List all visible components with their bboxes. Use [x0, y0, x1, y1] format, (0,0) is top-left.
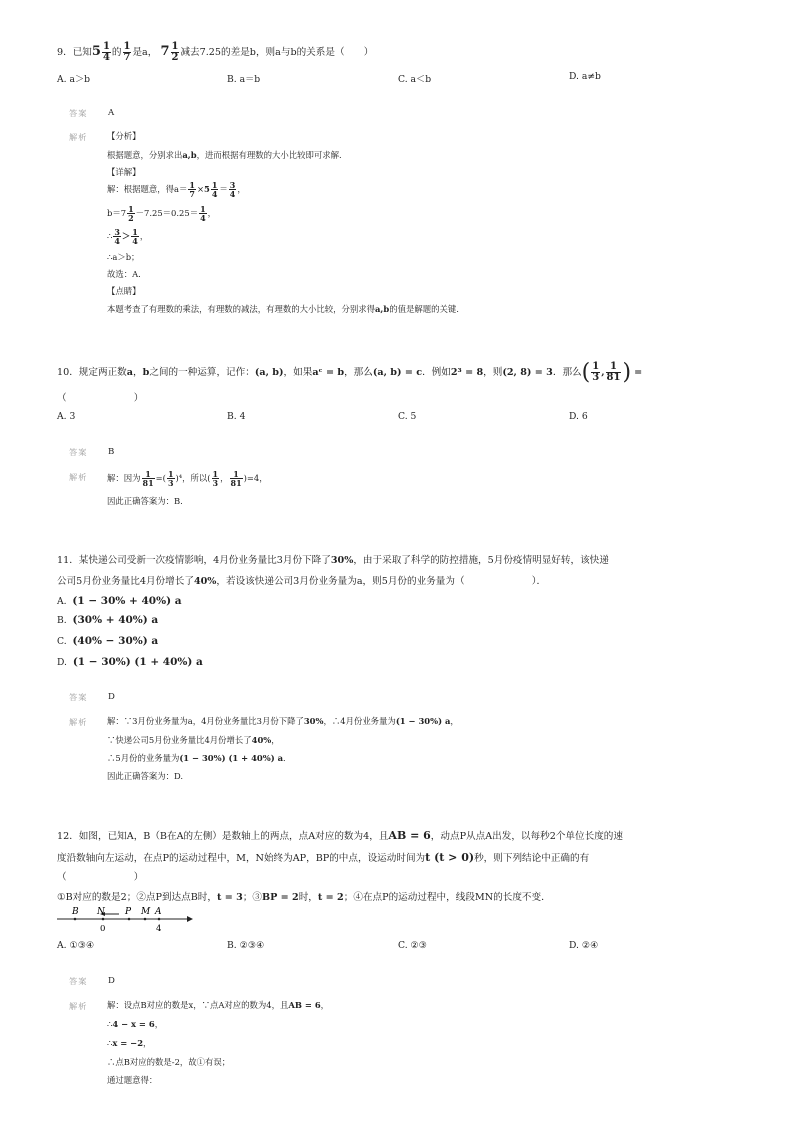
q12-answer-label: 答案	[69, 976, 88, 986]
q11-option-b[interactable]: B. (30% + 40%) a	[57, 614, 159, 626]
q9-frac-2: $\frac{1}{7}$	[123, 41, 131, 63]
point-b-dot	[74, 918, 77, 921]
label-a: A	[155, 907, 162, 917]
q9-exp-line4: ∴ $\frac{3}{4}$ ＞ $\frac{1}{4}$ ，	[107, 227, 149, 246]
q12-exp-line4: ∴点B对应的数是-2，故①有误；	[107, 1057, 231, 1067]
q12-exp-line3: ∴x = −2，	[107, 1038, 152, 1048]
q10-stem: 10．规定两正数a，b之间的一种运算，记作：(a, b)，如果aᶜ = b，那么(a, b) = c．例如2³ = 8，则(2, 8) = 3．那么( $\frac{1}{3}$ , $\frac{1}{81}$ ) =	[57, 360, 643, 385]
point-p-dot	[128, 918, 131, 921]
q9-whole-3: 7	[160, 44, 170, 59]
q12-answer: D	[108, 976, 115, 986]
q9-option-a[interactable]: A. a＞b	[57, 74, 91, 85]
q9-stem-text: 的	[111, 47, 122, 58]
q9-answer-label: 答案	[69, 108, 88, 118]
number-line-arrowhead	[187, 916, 193, 922]
q9-option-d[interactable]: D. a≠b	[569, 71, 601, 82]
tick-4: 4	[156, 924, 162, 933]
q10-exp-line1: 解：因为 $\frac{1}{81}$ =( $\frac{1}{3}$ )⁴，所以( $\frac{1}{3}$ ， $\frac{1}{81}$ )=4，	[107, 469, 268, 488]
q10-explain-label: 解析	[69, 472, 88, 482]
label-n: N	[97, 907, 105, 917]
q12-exp-line2: ∴4 − x = 6，	[107, 1019, 164, 1029]
q11-answer: D	[108, 692, 115, 702]
q11-exp-line2: ∵快递公司5月份业务量比4月份增长了40%，	[107, 735, 280, 745]
point-m-dot	[144, 918, 147, 921]
q10-option-d[interactable]: D. 6	[569, 411, 588, 422]
q10-answer-label: 答案	[69, 447, 88, 457]
q12-option-c[interactable]: C. ②③	[398, 940, 428, 951]
q9-exp-line7: 本题考查了有理数的乘法，有理数的减法，有理数的大小比较，分别求得a,b的值是解题的关键.	[107, 304, 459, 314]
q10-option-b[interactable]: B. 4	[227, 411, 246, 422]
q11-option-c[interactable]: C. (40% − 30%) a	[57, 635, 159, 647]
q10-exp-line2: 因此正确答案为：B.	[107, 496, 183, 506]
q10-option-c[interactable]: C. 5	[398, 411, 417, 422]
q12-stem-line1: 12．如图，已知A，B（B在A的左侧）是数轴上的两点，点A对应的数为4，且AB = 6，动点P从点A出发，以每秒2个单位长度的速	[57, 829, 623, 842]
q9-stem-text: 减去7.25的差是b，则a与b的关系是（ ）	[180, 47, 374, 58]
q12-option-a[interactable]: A. ①③④	[57, 940, 95, 951]
q9-exp-h3: 【点睛】	[107, 286, 141, 296]
label-p: P	[125, 907, 132, 917]
q9-exp-line3: b＝7 $\frac{1}{2}$ －7.25＝0.25＝ $\frac{1}{4}$ ，	[107, 204, 217, 223]
q9-stem	[57, 42, 373, 63]
q10-blank: （ ）	[57, 393, 144, 404]
q11-answer-label: 答案	[69, 692, 88, 702]
q12-blank: （ ）	[57, 872, 144, 883]
q9-answer: A	[108, 108, 115, 118]
q12-option-d[interactable]: D. ②④	[569, 940, 599, 951]
q12-stem-line2: 度沿数轴向左运动，在点P的运动过程中，M，N始终为AP，BP的中点，设运动时间为t (t > 0)秒，则下列结论中正确的有	[57, 851, 590, 864]
point-a-dot	[158, 918, 161, 921]
q9-exp-line2: 解：根据题意，得a＝ $\frac{1}{7}$ ×5 $\frac{1}{4}$ ＝ $\frac{3}{4}$ ，	[107, 180, 246, 199]
q9-whole-1: 5	[91, 44, 101, 59]
q10-option-a[interactable]: A. 3	[57, 411, 76, 422]
q9-frac-3: $\frac{1}{2}$	[171, 41, 179, 63]
q9-stem-text: 9．已知	[57, 47, 92, 58]
q12-exp-line1: 解：设点B对应的数是x，∵点A对应的数为4，且AB = 6，	[107, 1000, 330, 1010]
q11-exp-line4: 因此正确答案为：D.	[107, 771, 184, 781]
q9-frac-1: $\frac{1}{4}$	[102, 41, 110, 63]
q9-option-c[interactable]: C. a＜b	[398, 74, 432, 85]
number-line-figure	[55, 905, 195, 933]
point-n-dot	[102, 918, 105, 921]
q12-explain-label: 解析	[69, 1001, 88, 1011]
q11-stem-line2: 公司5月份业务量比4月份增长了40%，若设该快递公司3月份业务量为a，则5月份的业务量为（ ）．	[57, 576, 547, 587]
q9-option-b[interactable]: B. a＝b	[227, 74, 261, 85]
q11-exp-line1: 解：∵3月份业务量为a，4月份业务量比3月份下降了30%，∴4月份业务量为(1 − 30%) a，	[107, 716, 459, 726]
q10-answer: B	[108, 447, 115, 457]
label-m: M	[141, 907, 151, 917]
q9-stem-text: 是a，	[132, 47, 158, 58]
q11-option-d[interactable]: D. (1 − 30%) (1 + 40%) a	[57, 656, 203, 668]
q12-exp-line5: 通过题意得：	[107, 1075, 158, 1085]
q11-option-a[interactable]: A. (1 − 30% + 40%) a	[57, 595, 182, 607]
q12-option-b[interactable]: B. ②③④	[227, 940, 265, 951]
q9-exp-line5: ∴a＞b；	[107, 252, 140, 262]
q9-exp-h1: 【分析】	[107, 131, 141, 141]
tick-0: 0	[100, 924, 106, 933]
q11-exp-line3: ∴5月份的业务量为(1 − 30%) (1 + 40%) a．	[107, 753, 292, 763]
q9-exp-line6: 故选：A.	[107, 269, 141, 279]
q11-explain-label: 解析	[69, 717, 88, 727]
q12-stem-line3: ①B对应的数是2；②点P到达点B时，t = 3；③BP = 2时，t = 2；④在点P的运动过程中，线段MN的长度不变．	[57, 892, 551, 903]
q11-stem-line1: 11．某快递公司受新一次疫情影响，4月份业务量比3月份下降了30%，由于采取了科学的防控措施，5月份疫情明显好转，该快递	[57, 555, 609, 566]
label-b: B	[72, 907, 79, 917]
q9-explain-label: 解析	[69, 132, 88, 142]
q9-exp-h2: 【详解】	[107, 167, 141, 177]
q9-exp-line1: 根据题意，分别求出a,b，进而根据有理数的大小比较即可求解.	[107, 150, 342, 160]
